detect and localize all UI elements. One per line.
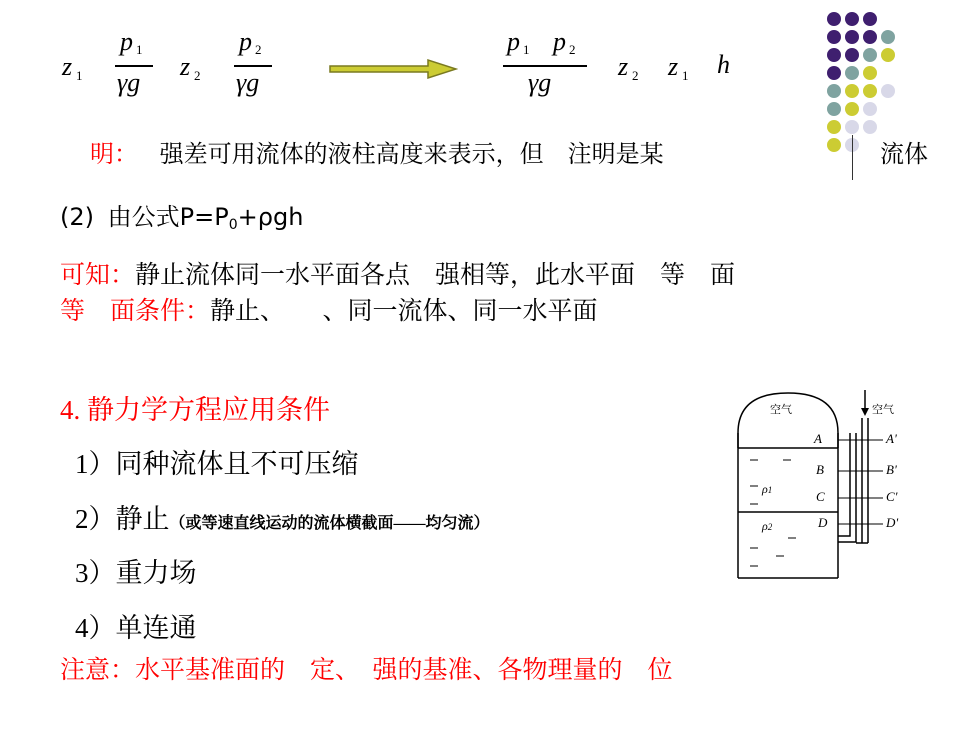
item-2-sub: 0 [228, 217, 238, 233]
decorative-dot [845, 102, 859, 116]
decorative-dot [827, 84, 841, 98]
decorative-dot [827, 120, 841, 134]
explanation-line [90, 134, 664, 169]
formula-fraction-line-1 [115, 65, 153, 67]
formula-z1: z [62, 52, 73, 81]
note-line: 注意：水平基准面的 定、 强的基准、各物理量的 位 [60, 655, 673, 684]
formula-rhs-z2: z [618, 52, 629, 81]
decorative-dot [827, 30, 841, 44]
formula-p2-sub: 2 [255, 42, 262, 57]
conclusion-prefix: 可知： [60, 260, 136, 289]
conclusion-text: 静止流体同一水平面各点 强相等，此水平面 等 面 [135, 260, 736, 289]
decorative-dot [863, 84, 877, 98]
explanation-text: 强差可用流体的液柱高度来表示，但 注明是某 [159, 140, 664, 168]
decorative-dot [881, 30, 895, 44]
decorative-dot [827, 102, 841, 116]
formula-gamma-g-2: γg [236, 68, 260, 97]
item-2-tail: +ρgh [237, 203, 304, 231]
conclusion-condition-text: 静止、 、同一流体、同一水平面 [210, 296, 598, 325]
formula-h: h [717, 50, 730, 79]
formula-p1: p [120, 27, 133, 56]
diagram-label-c: C [816, 489, 825, 504]
diagram-rho1-label: ρ1 [762, 482, 773, 496]
item-2-line [60, 197, 303, 233]
formula-z1-sub: 1 [76, 68, 83, 83]
decorative-dot [845, 30, 859, 44]
formula-fraction-line-3 [503, 65, 587, 67]
decorative-dot [845, 120, 859, 134]
diagram-label-b-prime: B' [886, 462, 897, 477]
diagram-label-d: D [818, 515, 828, 530]
decorative-vertical-line [852, 135, 853, 180]
conclusion-line-1 [60, 255, 735, 291]
decorative-dot [845, 84, 859, 98]
formula-p1-sub: 1 [136, 42, 143, 57]
diagram-label-b: B [816, 462, 824, 477]
section-4-title: 4. 静力学方程应用条件 [60, 395, 330, 425]
diagram-air-left-label: 空气 [770, 403, 792, 416]
diagram-rho2-label: ρ2 [762, 519, 773, 533]
diagram-air-right-label: 空气 [872, 403, 894, 416]
decorative-dot [863, 30, 877, 44]
implies-arrow-icon [328, 58, 458, 80]
decorative-dot [845, 12, 859, 26]
decorative-dot [827, 66, 841, 80]
decorative-dot [863, 48, 877, 62]
condition-item-4: 4）单连通 [75, 613, 197, 643]
formula-rhs-gamma-g: γg [528, 68, 552, 97]
item-2-label: (2) [60, 203, 94, 231]
decorative-dot [827, 138, 841, 152]
conclusion-line-2 [60, 291, 598, 327]
condition-item-1: 1）同种流体且不可压缩 [75, 449, 359, 479]
diagram-label-d-prime: D' [886, 515, 899, 530]
diagram-label-c-prime: C' [886, 489, 898, 504]
decorative-dot [881, 48, 895, 62]
formula-fraction-line-2 [234, 65, 272, 67]
formula-rhs-z2-sub: 2 [632, 68, 639, 83]
formula-z2: z [180, 52, 191, 81]
formula-gamma-g-1: γg [117, 68, 141, 97]
conclusion-condition-prefix: 等 面条件： [60, 296, 211, 325]
formula-rhs-p1: p [507, 27, 520, 56]
formula-z2-sub: 2 [194, 68, 201, 83]
formula-rhs-z1-sub: 1 [682, 68, 689, 83]
decorative-dot [845, 48, 859, 62]
decorative-dot [863, 66, 877, 80]
explanation-prefix: 明： [90, 140, 138, 168]
condition-item-2: 2）静止（或等速直线运动的流体横截面——均匀流） [75, 504, 490, 534]
condition-item-2-note: （或等速直线运动的流体横截面——均匀流） [169, 515, 490, 532]
decorative-dot [827, 48, 841, 62]
formula-rhs-p1-sub: 1 [523, 42, 530, 57]
explanation-suffix: 流体 [880, 140, 928, 168]
manometer-diagram [728, 388, 918, 583]
decorative-dot [827, 12, 841, 26]
decorative-dot [881, 84, 895, 98]
formula-rhs-z1: z [668, 52, 679, 81]
formula-p2: p [239, 27, 252, 56]
diagram-label-a: A [814, 431, 822, 446]
decorative-dot [863, 102, 877, 116]
formula-rhs-p2: p [553, 27, 566, 56]
decorative-dot [845, 66, 859, 80]
decorative-dot [863, 12, 877, 26]
diagram-label-a-prime: A' [886, 431, 897, 446]
formula-rhs-p2-sub: 2 [569, 42, 576, 57]
condition-item-3: 3）重力场 [75, 558, 197, 588]
decorative-dot [863, 120, 877, 134]
item-2-text: 由公式P=P [107, 203, 229, 231]
